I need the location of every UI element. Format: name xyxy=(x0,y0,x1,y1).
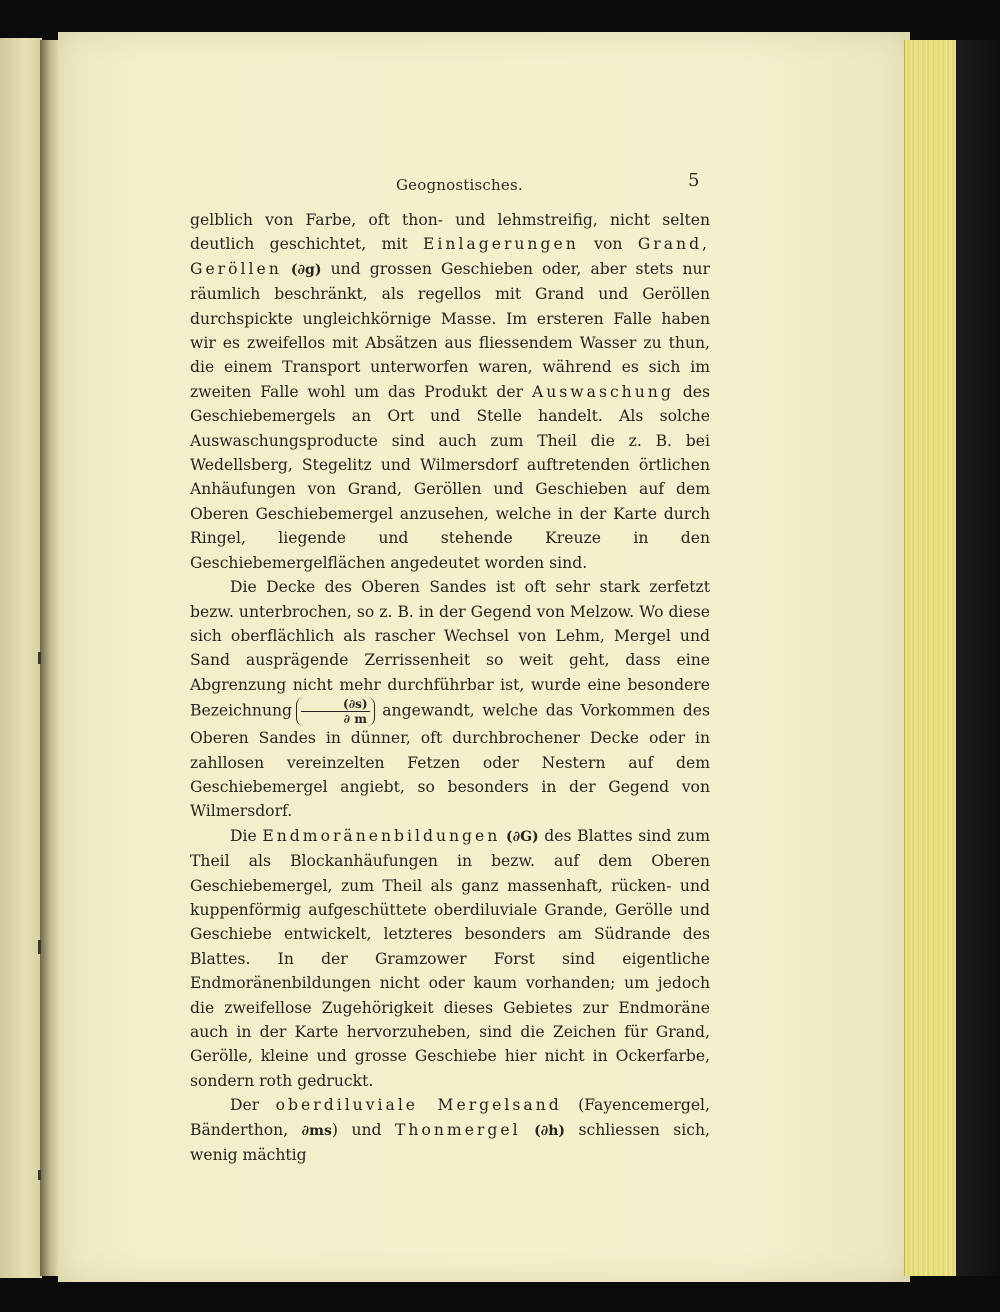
spaced-term: Thonmergel xyxy=(395,1120,521,1139)
margin-mark xyxy=(38,940,41,954)
fraction-denominator: ∂ m xyxy=(343,712,367,727)
left-page-edge xyxy=(0,38,42,1278)
page-header xyxy=(180,170,720,200)
spaced-term: Endmoränenbildungen xyxy=(262,826,501,845)
map-symbol-fraction xyxy=(296,697,375,726)
text-run: schliessen sich, wenig mächtig xyxy=(190,1120,710,1165)
paragraph-1 xyxy=(190,208,710,575)
spaced-term: Einlagerungen xyxy=(423,235,579,254)
text-run: des Blattes sind zum Theil als Blockanhäufungen in bezw. auf dem Oberen Geschiebemergel, zum Theil als ganz massenhaft, rücken- und kuppenförmig aufgeschüttete oberdiluviale Grande, Gerölle und Geschiebe entwickelt, letzteres besonders am Südrande des Blattes. In der Gramzower Forst sind eigentliche Endmoränenbildungen nicht oder kaum vorhanden; um jedoch die zweifellose Zugehörigkeit dieses Gebietes zur Endmoräne auch in der Karte hervorzuheben, sind die Zeichen für Grand, Gerölle, kleine und grosse Geschiebe hier nicht in Ockerfarbe, sondern roth gedruckt. xyxy=(190,826,711,1090)
spaced-term: Grand, Geröllen xyxy=(190,235,711,278)
paragraph-3 xyxy=(190,824,710,1093)
spaced-term: Auswaschung xyxy=(532,382,674,401)
text-run: angewandt, welche das Vorkommen des Oberen Sandes in dünner, oft durchbrochener Decke oder in zahllosen vereinzelten Fetzen oder Nestern auf dem Geschiebemergel angiebt, so besonders in der Gegend von Wilmersdorf. xyxy=(190,701,710,821)
text-run: (Fayencemergel, Bänderthon, xyxy=(190,1096,710,1139)
margin-mark xyxy=(38,652,41,664)
text-run: von xyxy=(578,235,638,254)
map-symbol: (∂h) xyxy=(534,1122,565,1139)
running-head: Geognostisches. xyxy=(396,176,523,194)
paragraph-4 xyxy=(190,1093,710,1167)
text-run: und grossen Geschieben oder, aber stets nur räumlich beschränkt, als regellos mit Grand und Geröllen durchspickte ungleichkörnige Masse. Im ersteren Falle haben wir es zweifellos mit Absätzen aus fliessendem Wasser zu thun, die einem Transport unterworfen waren, während es sich im zweiten Falle wohl um das Produkt der xyxy=(190,259,710,401)
page-number: 5 xyxy=(688,170,700,191)
text-run: des Geschiebemergels an Ort und Stelle handelt. Als solche Auswaschungsproducte sind auch zum Theil die z. B. bei Wedellsberg, Stegelitz und Wilmersdorf auftretenden örtlichen Anhäufungen von Grand, Geröllen und Geschieben auf dem Oberen Geschiebemergel anzusehen, welche in der Karte durch Ringel, liegende und stehende Kreuze in den Geschiebemergelflächen angedeutet worden sind. xyxy=(190,382,710,572)
text-run: Die Decke des Oberen Sandes ist oft sehr stark zerfetzt bezw. unterbrochen, so z. B. in der Gegend von Melzow. Wo diese sich oberflächlich als rascher Wechsel von Lehm, Mergel und Sand ausprägende Zerrissenheit so weit geht, dass eine Abgrenzung nicht mehr durchführbar ist, wurde eine besondere Bezeichnung xyxy=(190,578,710,720)
spaced-term: oberdiluviale Mergelsand xyxy=(275,1096,562,1115)
text-run: Die xyxy=(230,826,263,845)
page-block-edges xyxy=(904,40,957,1276)
map-symbol: (∂g) xyxy=(290,261,322,278)
text-run: Der xyxy=(230,1096,276,1115)
map-symbol: ∂ms xyxy=(301,1122,332,1139)
fraction-numerator: (∂s) xyxy=(301,697,370,712)
text-run: gelblich von Farbe, oft thon- und lehmstreifig, nicht selten deutlich geschichtet, mit xyxy=(190,211,710,254)
body-text xyxy=(190,208,710,1167)
text-run: ) und xyxy=(331,1120,396,1139)
map-symbol: (∂G) xyxy=(505,828,539,845)
margin-mark xyxy=(38,1170,41,1180)
paragraph-2 xyxy=(190,575,710,824)
book-cover xyxy=(956,40,1000,1276)
